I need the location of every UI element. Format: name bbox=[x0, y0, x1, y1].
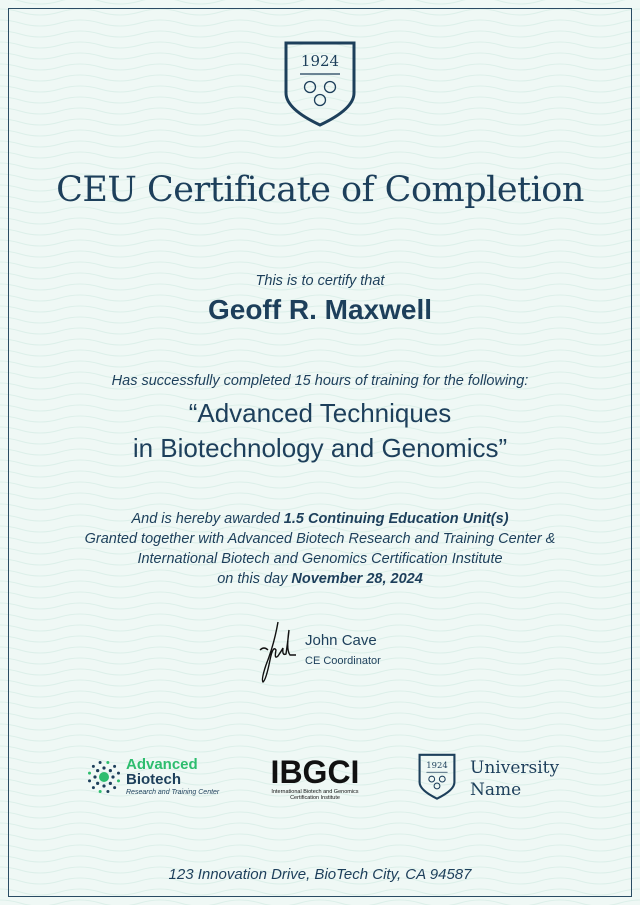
crest-year: 1924 bbox=[300, 52, 340, 70]
university-crest-year: 1924 bbox=[426, 760, 448, 771]
dot bbox=[117, 772, 120, 775]
course-title bbox=[0, 396, 640, 466]
dot bbox=[106, 790, 109, 793]
dot bbox=[113, 765, 116, 768]
center-dot bbox=[99, 772, 109, 782]
dot bbox=[88, 772, 91, 775]
advanced-label: Advanced bbox=[126, 756, 198, 773]
university-name-line2: Name bbox=[470, 780, 522, 800]
dot bbox=[88, 779, 91, 782]
certify-intro: This is to certify that bbox=[255, 273, 385, 289]
crest-logo bbox=[284, 41, 356, 127]
granted-line1: Granted together with Advanced Biotech Research and Training Center & bbox=[84, 531, 556, 547]
signer-role: CE Coordinator bbox=[305, 655, 381, 667]
university-crest-icon bbox=[418, 752, 456, 802]
university-logo bbox=[418, 752, 568, 804]
award-date: November 28, 2024 bbox=[291, 571, 423, 587]
advanced-sub: Research and Training Center bbox=[126, 789, 220, 796]
ibgci-logo bbox=[260, 755, 370, 801]
university-name bbox=[470, 757, 559, 801]
biotech-label: Biotech bbox=[126, 771, 182, 788]
dot bbox=[92, 765, 95, 768]
advanced-biotech-logo bbox=[86, 757, 226, 799]
wave-line bbox=[0, 900, 640, 905]
dot bbox=[106, 761, 109, 764]
dot bbox=[102, 784, 105, 787]
university-name-line1: University bbox=[470, 758, 560, 778]
dot bbox=[102, 766, 105, 769]
ibgci-label: IBGCI bbox=[270, 754, 360, 790]
dot bbox=[99, 790, 102, 793]
signer-name: John Cave bbox=[305, 632, 377, 649]
date-prefix: on this day bbox=[217, 571, 292, 587]
award-block bbox=[0, 509, 640, 589]
completion-text: Has successfully completed 15 hours of training for the following: bbox=[111, 373, 529, 389]
course-title-line1: “Advanced Techniques bbox=[188, 398, 452, 428]
dot bbox=[92, 786, 95, 789]
dot bbox=[99, 761, 102, 764]
dot bbox=[109, 769, 112, 772]
dot bbox=[109, 782, 112, 785]
dot bbox=[113, 786, 116, 789]
dot bbox=[96, 769, 99, 772]
ibgci-sub1: International Biotech and Genomics bbox=[271, 789, 359, 795]
signature bbox=[256, 620, 301, 685]
address: 123 Innovation Drive, BioTech City, CA 94587 bbox=[168, 866, 472, 883]
course-title-line2: in Biotechnology and Genomics” bbox=[132, 433, 508, 463]
award-units: 1.5 Continuing Education Unit(s) bbox=[283, 511, 509, 527]
dot bbox=[111, 775, 114, 778]
certificate-title: CEU Certificate of Completion bbox=[56, 170, 584, 210]
award-prefix: And is hereby awarded bbox=[131, 511, 284, 527]
granted-line2: International Biotech and Genomics Certification Institute bbox=[137, 551, 503, 567]
dot bbox=[96, 782, 99, 785]
biotech-dots-icon bbox=[86, 759, 122, 795]
dot bbox=[93, 775, 96, 778]
wave-line bbox=[0, 0, 640, 4]
dot bbox=[117, 779, 120, 782]
recipient-name: Geoff R. Maxwell bbox=[207, 294, 433, 325]
ibgci-sub2: Certification Institute bbox=[290, 795, 340, 801]
